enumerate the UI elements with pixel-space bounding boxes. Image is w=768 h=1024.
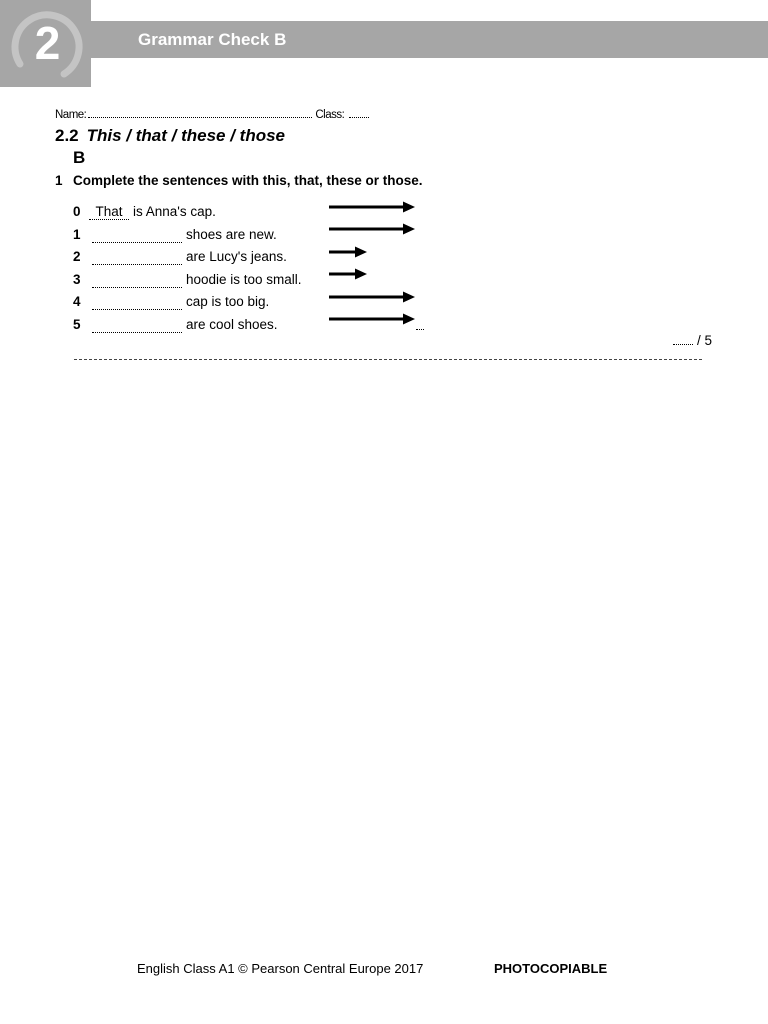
- footer-copyright: English Class A1 © Pearson Central Europe 2017: [137, 961, 424, 976]
- item-number: 2: [73, 249, 81, 264]
- class-field[interactable]: [349, 107, 369, 118]
- name-label: Name:: [55, 109, 87, 121]
- answer-blank[interactable]: [92, 227, 182, 243]
- exercise-number: 1: [55, 173, 63, 188]
- name-field[interactable]: [88, 107, 312, 118]
- item-text: shoes are new.: [186, 227, 277, 242]
- item-text: are Lucy's jeans.: [186, 249, 287, 264]
- student-info-row: [55, 107, 369, 121]
- example-answer: That: [89, 204, 129, 220]
- item-text: are cool shoes.: [186, 317, 278, 332]
- header-bar: [91, 21, 768, 58]
- section-divider: [74, 359, 702, 360]
- footer-photocopiable: PHOTOCOPIABLE: [494, 961, 608, 976]
- answer-blank[interactable]: [92, 317, 182, 333]
- section-topic: This / that / these / those: [86, 126, 286, 145]
- class-label: Class:: [315, 109, 345, 121]
- arrow-short-icon: [329, 268, 369, 280]
- section-title: [55, 126, 285, 146]
- unit-number: 2: [34, 17, 61, 69]
- answer-blank[interactable]: [92, 294, 182, 310]
- exercise-instruction: [55, 173, 423, 188]
- arrow-short-icon: [329, 246, 369, 258]
- answer-blank[interactable]: [92, 272, 182, 288]
- item-number: 0: [73, 204, 81, 219]
- section-version: B: [73, 148, 86, 167]
- page-title: Grammar Check B: [138, 30, 287, 49]
- unit-badge: [0, 0, 91, 87]
- arrow-long-icon: [329, 201, 417, 213]
- trailing-dots: [416, 319, 424, 330]
- score-box: [673, 333, 712, 348]
- item-number: 1: [73, 227, 81, 242]
- answer-blank[interactable]: [92, 249, 182, 265]
- score-total: / 5: [697, 333, 713, 348]
- item-text: is Anna's cap.: [133, 204, 216, 219]
- instruction-text: Complete the sentences with this, that, these or those.: [73, 173, 423, 188]
- item-text: hoodie is too small.: [186, 272, 302, 287]
- item-text: cap is too big.: [186, 294, 270, 309]
- section-number: 2.2: [55, 126, 79, 145]
- arrow-long-icon: [329, 223, 417, 235]
- item-number: 4: [73, 294, 81, 309]
- arrow-long-icon: [329, 313, 417, 325]
- score-field[interactable]: [673, 334, 693, 345]
- item-number: 3: [73, 272, 81, 287]
- arrow-long-icon: [329, 291, 417, 303]
- item-number: 5: [73, 317, 81, 332]
